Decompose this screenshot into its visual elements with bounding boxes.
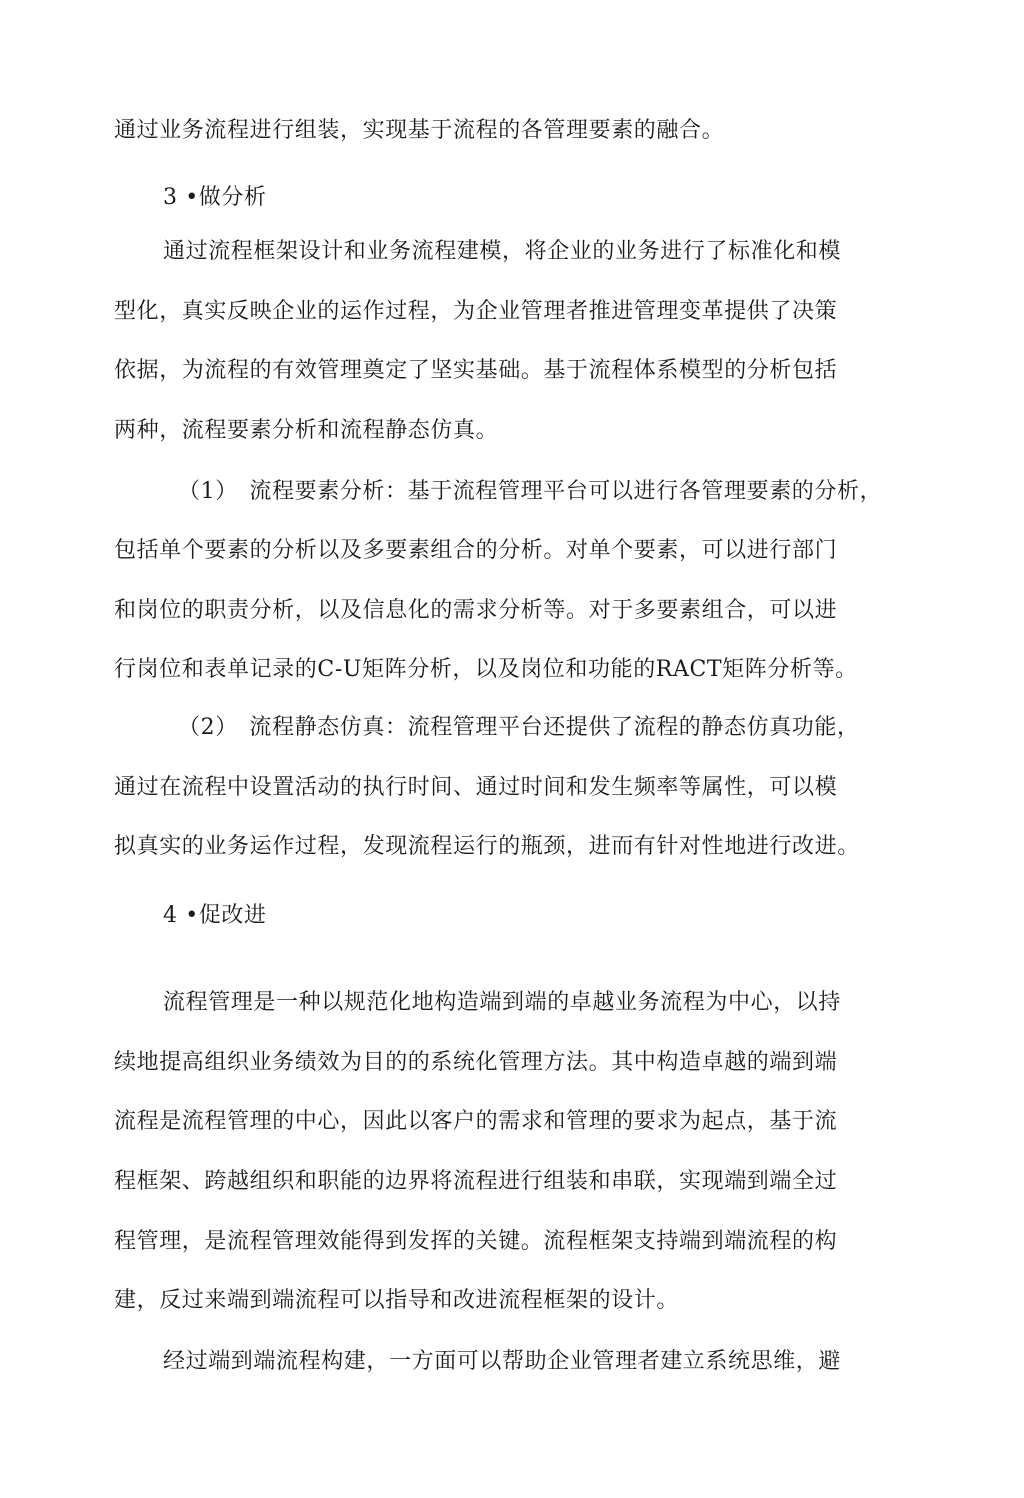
list-item-1-line-1: （1） 流程要素分析：基于流程管理平台可以进行各管理要素的分析， [178,479,883,504]
list-item-1-line-2: 包括单个要素的分析以及多要素组合的分析。对单个要素，可以进行部门 [114,538,838,563]
list-item-2-line-3: 拟真实的业务运作过程，发现流程运行的瓶颈，进而有针对性地进行改进。 [114,834,860,859]
list-item-1-line-4: 行岗位和表单记录的C-U矩阵分析，以及岗位和功能的RACT矩阵分析等。 [114,657,858,682]
text-line-16: 续地提高组织业务绩效为目的的系统化管理方法。其中构造卓越的端到端 [114,1050,838,1075]
text-line-19: 程管理，是流程管理效能得到发挥的关键。流程框架支持端到端流程的构 [114,1229,838,1254]
text-line-20: 建，反过来端到端流程可以指导和改进流程框架的设计。 [114,1288,680,1313]
section-heading-3: 3 •做分析 [163,185,267,210]
text-line-4: 型化，真实反映企业的运作过程，为企业管理者推进管理变革提供了决策 [114,299,838,324]
text-line-15: 流程管理是一种以规范化地构造端到端的卓越业务流程为中心，以持 [163,990,842,1015]
text-line-1: 通过业务流程进行组装，实现基于流程的各管理要素的融合。 [114,118,725,143]
list-item-1-line-3: 和岗位的职责分析，以及信息化的需求分析等。对于多要素组合，可以进 [114,598,838,623]
section-heading-4: 4 •促改进 [163,903,267,928]
text-line-21: 经过端到端流程构建，一方面可以帮助企业管理者建立系统思维，避 [163,1349,842,1374]
list-item-2-line-2: 通过在流程中设置活动的执行时间、通过时间和发生频率等属性，可以模 [114,775,838,800]
text-line-17: 流程是流程管理的中心，因此以客户的需求和管理的要求为起点，基于流 [114,1109,838,1134]
text-line-6: 两种，流程要素分析和流程静态仿真。 [114,418,499,443]
text-line-18: 程框架、跨越组织和职能的边界将流程进行组装和串联，实现端到端全过 [114,1169,838,1194]
text-line-5: 依据，为流程的有效管理奠定了坚实基础。基于流程体系模型的分析包括 [114,358,838,383]
text-line-3: 通过流程框架设计和业务流程建模，将企业的业务进行了标准化和模 [163,239,842,264]
list-item-2-line-1: （2） 流程静态仿真：流程管理平台还提供了流程的静态仿真功能， [178,715,860,740]
